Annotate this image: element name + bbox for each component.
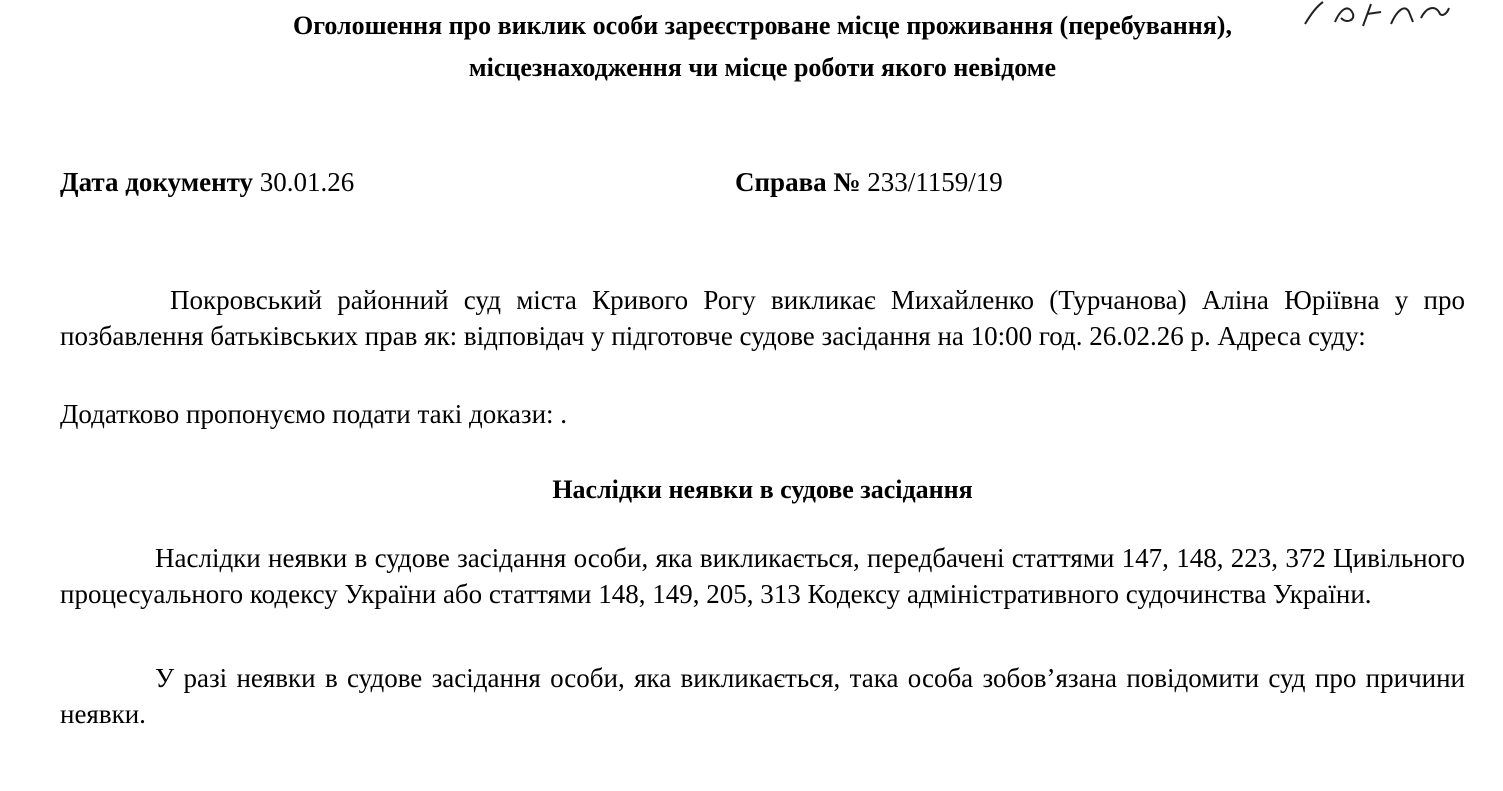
document-date-value: 30.01.26 [259,167,355,197]
document-date-label: Дата документу [60,167,254,197]
summons-paragraph: Покровський районний суд міста Кривого Рогу викликає Михайленко (Турчанова) Аліна Юріївна у про позбавлення батьківських прав як: відповідач у підготовче судове засідання на 10:00 год. 26.02.26 р. Адреса суду: [60,285,1465,351]
document-title-line-2: місцезнаходження чи місце роботи якого невідоме [468,53,1057,82]
notification-duty-paragraph: У разі неявки в судове засідання особи, яка викликається, така особа зобов’язана повідомити суд про причини неявки. [60,663,1465,729]
document-title-line-1: Оголошення про виклик особи зареєстроване місце проживання (перебування), [293,11,1232,40]
case-number-label: Справа № [735,167,861,197]
consequences-heading: Наслідки неявки в судове засідання [552,475,973,504]
document-date [60,162,354,202]
evidence-paragraph: Додатково пропонуємо подати такі докази: . [60,399,568,429]
case-number [735,162,1003,202]
case-number-value: 233/1159/19 [867,167,1003,197]
consequences-paragraph: Наслідки неявки в судове засідання особи, яка викликається, передбачені статтями 147, 148, 223, 372 Цивільного процесуального кодексу України або статтями 148, 149, 205, 313 Кодексу адміністративного судочинства України. [60,543,1465,609]
